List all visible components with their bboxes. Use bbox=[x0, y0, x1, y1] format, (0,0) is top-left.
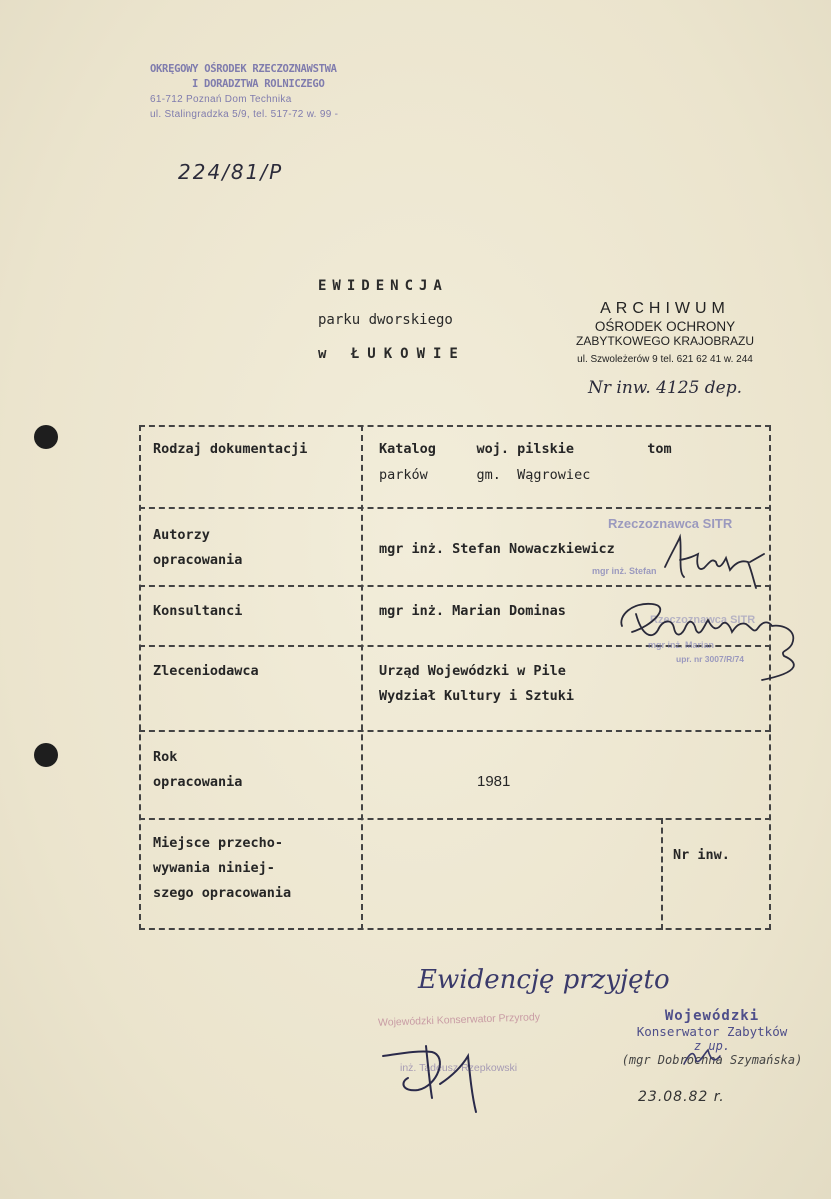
label-storage-place: szego opracowania bbox=[153, 885, 292, 901]
inventory-number-handwritten: Nr inw. 4125 dep. bbox=[588, 378, 743, 398]
nature-conservator-stamp: Wojewódzki Konserwator Przyrody bbox=[377, 1011, 541, 1029]
stamp-line: Wojewódzki bbox=[664, 1008, 760, 1024]
label-documentation-type: Rodzaj dokumentacji bbox=[153, 441, 308, 457]
label-year: opracowania bbox=[153, 774, 243, 790]
value-year: 1981 bbox=[477, 773, 511, 790]
signature-author bbox=[660, 532, 775, 590]
institution-stamp bbox=[150, 62, 390, 122]
value-authors: mgr inż. Stefan Nowaczkiewicz bbox=[379, 541, 615, 557]
form-divider bbox=[139, 507, 771, 509]
handwritten-acceptance: Ewidencję przyjęto bbox=[418, 965, 670, 995]
value-client: Wydział Kultury i Sztuki bbox=[379, 688, 575, 704]
sitr-stamp-title: Rzeczoznawca SITR bbox=[650, 614, 756, 626]
form-border bbox=[139, 928, 771, 930]
value-documentation-type: Katalog woj. pilskie tom bbox=[379, 441, 672, 457]
sitr-stamp-permit: upr. nr 3007/R/74 bbox=[676, 654, 745, 664]
engineer-stamp: inż. Tadeusz Rzepkowski bbox=[400, 1062, 518, 1074]
label-storage-place: Miejsce przecho- bbox=[153, 835, 284, 851]
label-client: Zleceniodawca bbox=[153, 663, 259, 679]
title-line: EWIDENCJA bbox=[318, 278, 448, 294]
value-client: Urząd Wojewódzki w Pile bbox=[379, 663, 566, 679]
value-consultants: mgr inż. Marian Dominas bbox=[379, 603, 566, 619]
form-border bbox=[139, 425, 141, 930]
label-year: Rok bbox=[153, 749, 178, 765]
archive-line: OŚRODEK OCHRONY bbox=[594, 319, 736, 334]
archive-line: ARCHIWUM bbox=[600, 300, 730, 317]
signature-nature-conservator bbox=[378, 1026, 498, 1116]
archive-stamp bbox=[560, 300, 770, 365]
punch-hole bbox=[34, 743, 58, 767]
stamp-line: OKRĘGOWY OŚRODEK RZECZOZNAWSTWA bbox=[150, 63, 337, 75]
signature-consultant bbox=[612, 596, 807, 686]
sitr-stamp-name: mgr inż. Marian bbox=[648, 640, 715, 650]
form-divider bbox=[139, 818, 771, 820]
archive-line: ul. Szwoleżerów 9 tel. 621 62 41 w. 244 bbox=[577, 354, 753, 365]
stamp-line: z up. bbox=[693, 1039, 731, 1053]
form-column-divider bbox=[361, 425, 363, 930]
stamp-line: ul. Stalingradzka 5/9, tel. 517-72 w. 99 - bbox=[150, 109, 339, 120]
form-border bbox=[139, 425, 771, 427]
stamp-line: I DORADZTWA ROLNICZEGO bbox=[192, 78, 325, 90]
label-authors: opracowania bbox=[153, 552, 243, 568]
signature-monument-conservator bbox=[680, 1046, 730, 1070]
title-line: w ŁUKOWIE bbox=[318, 346, 466, 362]
archive-line: ZABYTKOWEGO KRAJOBRAZU bbox=[575, 334, 755, 348]
form-divider bbox=[139, 730, 771, 732]
stamp-line: (mgr Dobrochna Szymańska) bbox=[621, 1053, 803, 1067]
reference-number: 224/81/P bbox=[178, 160, 284, 184]
stamp-line: 61-712 Poznań Dom Technika bbox=[150, 94, 292, 105]
form-column-divider bbox=[661, 818, 663, 930]
stamp-line: Konserwator Zabytków bbox=[636, 1024, 788, 1039]
sitr-stamp-title: Rzeczoznawca SITR bbox=[608, 516, 733, 531]
acceptance-date: 23.08.82 r. bbox=[638, 1089, 725, 1105]
punch-hole bbox=[34, 425, 58, 449]
value-documentation-type: parków gm. Wągrowiec bbox=[379, 467, 591, 483]
label-authors: Autorzy bbox=[153, 527, 210, 543]
title-line: parku dworskiego bbox=[318, 312, 453, 328]
sitr-stamp-name: mgr inż. Stefan bbox=[592, 566, 657, 576]
label-consultants: Konsultanci bbox=[153, 603, 243, 619]
label-storage-place: wywania niniej- bbox=[153, 860, 275, 876]
label-inventory-number: Nr inw. bbox=[673, 847, 730, 863]
